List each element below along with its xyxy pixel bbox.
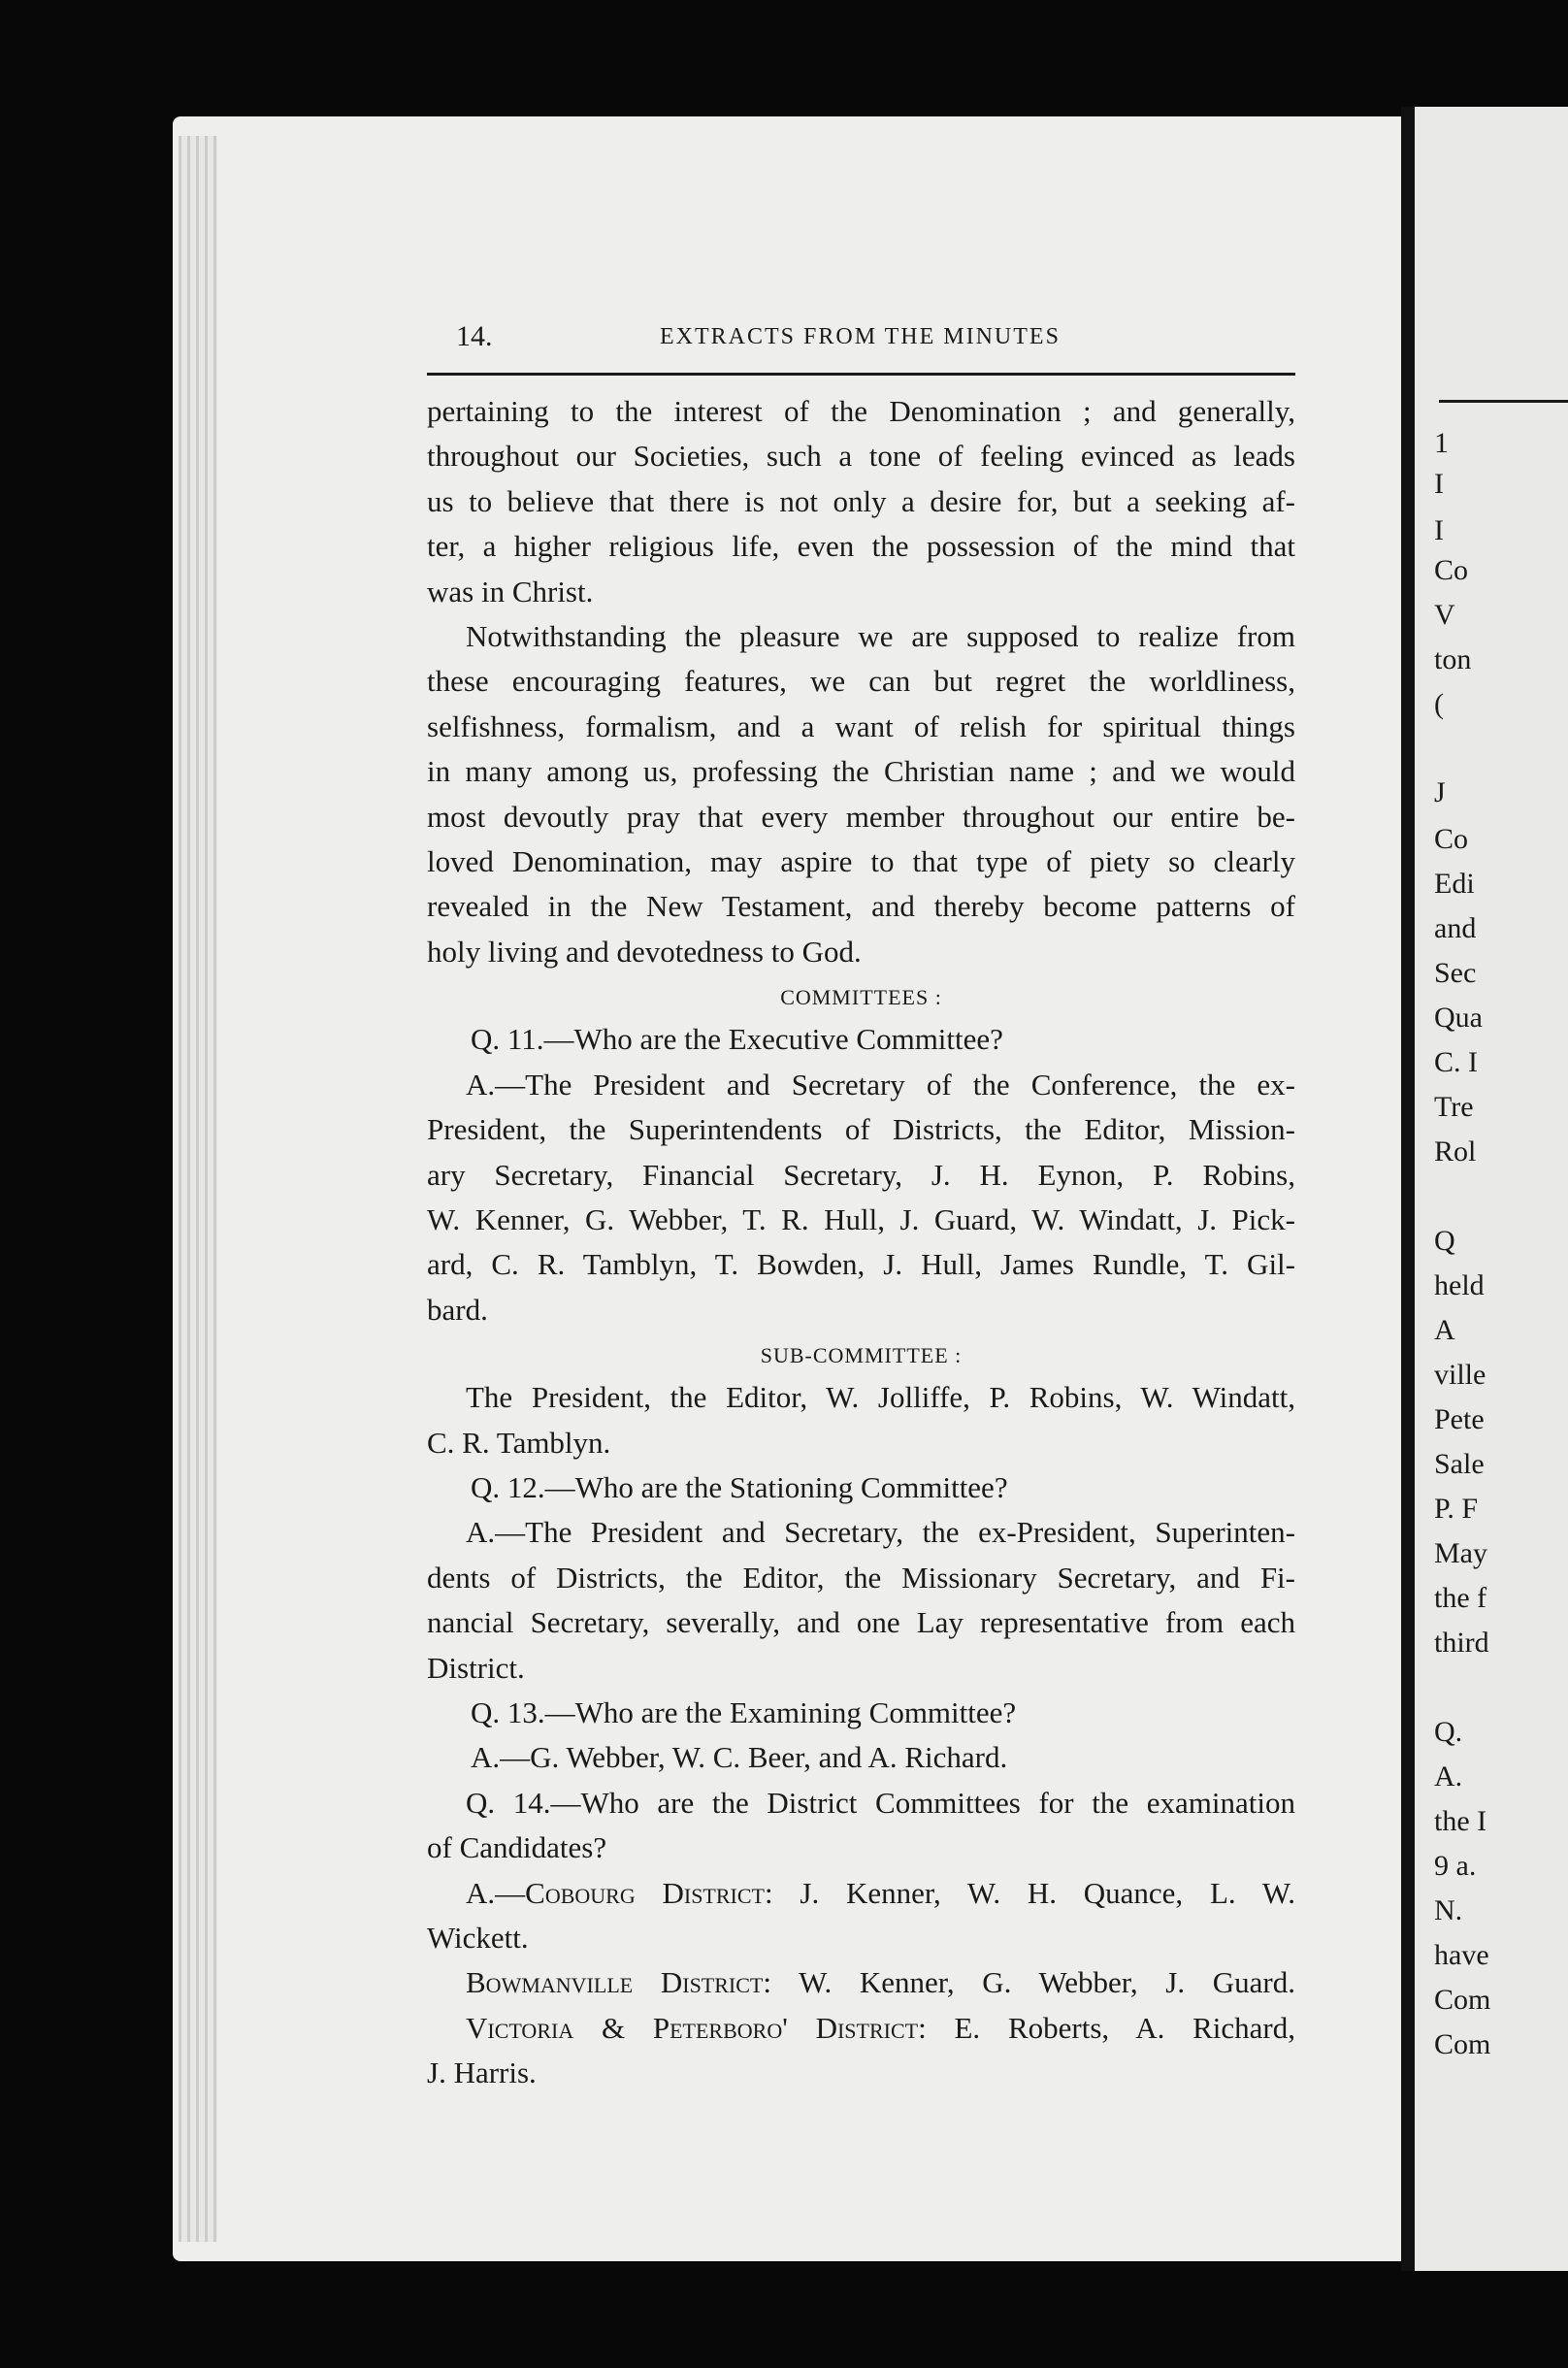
running-title: EXTRACTS FROM THE MINUTES: [660, 324, 1061, 349]
question-14-line: Q. 14.—Who are the District Committees for the examination: [466, 1785, 1295, 1820]
paragraph-line: revealed in the New Testament, and thereby become patterns of: [427, 889, 1295, 924]
right-page-edge: [1415, 107, 1568, 2271]
answer-line: District.: [427, 1650, 525, 1685]
question-13: Q. 13.—Who are the Examining Committee?: [471, 1694, 1017, 1729]
answer-line: dents of Districts, the Editor, the Missionary Secretary, and Fi-: [427, 1560, 1295, 1595]
paragraph-line: most devoutly pray that every member throughout our entire be-: [427, 799, 1295, 834]
right-fragment: Sec: [1434, 957, 1477, 989]
paragraph-line: was in Christ.: [427, 574, 594, 608]
right-fragment: Co: [1434, 554, 1469, 586]
answer-line: A.—The President and Secretary, the ex-President, Superinten-: [466, 1515, 1295, 1550]
district-name-cobourg: Cobourg District: [525, 1875, 765, 1910]
right-fragment: C. I: [1434, 1046, 1478, 1078]
page-number: 14.: [456, 320, 493, 352]
answer-victoria: Victoria & Peterboro' District: E. Roberts, A. Richard,: [466, 2010, 1295, 2045]
right-fragment: the I: [1434, 1805, 1487, 1837]
right-fragment: I: [1434, 468, 1444, 500]
paragraph-line: us to believe that there is not only a desire for, but a seeking af-: [427, 483, 1295, 518]
text-column: [427, 320, 1295, 2096]
right-fragment: A.: [1434, 1760, 1463, 1792]
right-fragment: Pete: [1434, 1403, 1485, 1435]
section-heading-sub-committee: SUB-COMMITTEE :: [760, 1343, 963, 1368]
answer-line: J. Harris.: [427, 2056, 537, 2090]
right-page-rule: [1439, 400, 1568, 403]
right-fragment: the f: [1434, 1582, 1487, 1614]
answer-line: Wickett.: [427, 1921, 529, 1955]
right-fragment: May: [1434, 1537, 1487, 1569]
district-name-bowmanville: Bowmanville District: [466, 1965, 764, 2000]
right-fragment: Rol: [1434, 1135, 1477, 1168]
district-name-victoria: Victoria & Peterboro' District: [466, 2010, 919, 2045]
right-fragment: third: [1434, 1627, 1489, 1659]
paragraph-line: ter, a higher religious life, even the possession of the mind that: [427, 529, 1295, 564]
right-fragment: N.: [1434, 1894, 1463, 1926]
running-head: [427, 320, 1295, 363]
right-fragment: I: [1434, 514, 1444, 546]
right-fragment: Co: [1434, 823, 1469, 855]
right-fragment: Q.: [1434, 1716, 1463, 1748]
paragraph-line: selfishness, formalism, and a want of relish for spiritual things: [427, 708, 1295, 743]
answer-line: President, the Superintendents of Districts, the Editor, Mission-: [427, 1112, 1295, 1147]
paragraph-line: in many among us, professing the Christian name ; and we would: [427, 754, 1295, 789]
right-fragment: Tre: [1434, 1091, 1474, 1123]
question-14-line: of Candidates?: [427, 1830, 607, 1865]
paragraph-line: these encouraging features, we can but regret the worldliness,: [427, 664, 1295, 699]
question-12: Q. 12.—Who are the Stationing Committee?: [471, 1469, 1008, 1504]
right-fragment: A: [1434, 1314, 1455, 1346]
paragraph-line: pertaining to the interest of the Denomination ; and generally,: [427, 394, 1295, 428]
right-fragment: held: [1434, 1269, 1485, 1301]
right-fragment: and: [1434, 912, 1477, 944]
answer-line: A.—The President and Secretary of the Conference, the ex-: [466, 1067, 1295, 1102]
right-fragment: have: [1434, 1939, 1489, 1971]
paragraph-line: Notwithstanding the pleasure we are supposed to realize from: [466, 619, 1295, 654]
right-fragment: ton: [1434, 643, 1472, 675]
book-gutter: [1401, 107, 1415, 2271]
sub-committee-line: C. R. Tamblyn.: [427, 1425, 611, 1460]
right-fragment: Q: [1434, 1225, 1455, 1257]
question-11: Q. 11.—Who are the Executive Committee?: [471, 1022, 1003, 1057]
paragraph-line: holy living and devotedness to God.: [427, 934, 862, 969]
answer-13: A.—G. Webber, W. C. Beer, and A. Richard.: [471, 1740, 1008, 1775]
answer-line: bard.: [427, 1292, 488, 1327]
right-fragment: J: [1434, 776, 1446, 808]
right-fragment: Sale: [1434, 1448, 1485, 1480]
answer-cobourg: A.—Cobourg District: J. Kenner, W. H. Quance, L. W.: [466, 1875, 1295, 1910]
right-fragment: (: [1434, 688, 1444, 720]
right-fragment: Edi: [1434, 868, 1475, 900]
answer-line: nancial Secretary, severally, and one Lay representative from each: [427, 1605, 1295, 1640]
header-rule: [427, 373, 1295, 376]
sub-committee-line: The President, the Editor, W. Jolliffe, P. Robins, W. Windatt,: [466, 1380, 1295, 1415]
right-fragment: Com: [1434, 2028, 1491, 2060]
right-fragment: 1: [1434, 427, 1449, 459]
answer-line: ard, C. R. Tamblyn, T. Bowden, J. Hull, James Rundle, T. Gil-: [427, 1247, 1295, 1282]
right-fragment: 9 a.: [1434, 1850, 1477, 1882]
answer-bowmanville: Bowmanville District: W. Kenner, G. Webber, J. Guard.: [466, 1965, 1295, 2000]
answer-line: ary Secretary, Financial Secretary, J. H. Eynon, P. Robins,: [427, 1157, 1295, 1192]
page-body: [427, 389, 1295, 2096]
right-fragment: Com: [1434, 1984, 1491, 2016]
right-fragment: Qua: [1434, 1002, 1483, 1034]
answer-line: W. Kenner, G. Webber, T. R. Hull, J. Guard, W. Windatt, J. Pick-: [427, 1201, 1295, 1236]
right-fragment: V: [1434, 599, 1455, 631]
right-fragment: ville: [1434, 1359, 1486, 1391]
section-heading-committees: COMMITTEES :: [780, 985, 942, 1010]
paragraph-line: loved Denomination, may aspire to that type of piety so clearly: [427, 844, 1295, 879]
paragraph-line: throughout our Societies, such a tone of feeling evinced as leads: [427, 439, 1295, 474]
right-fragment: P. F: [1434, 1493, 1479, 1525]
